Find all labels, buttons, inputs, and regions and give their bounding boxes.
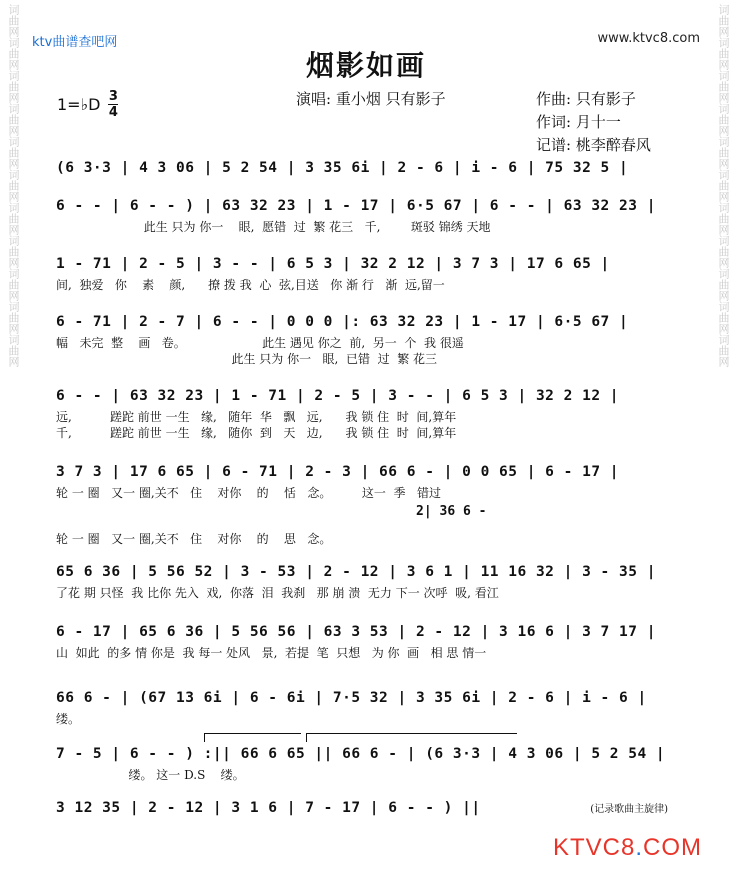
site-logo	[553, 834, 702, 862]
notation-line: 65 6 36 | 5 56 52 | 3 - 53 | 2 - 12 | 3 6 1 | 11 16 32 | 3 - 35 |	[56, 564, 656, 580]
site-url-right[interactable]: www.ktvc8.com	[597, 31, 700, 46]
notation-line: 66 6 - | (67 13 6i | 6 - 6i | 7·5 32 | 3 35 6i | 2 - 6 | i - 6 |	[56, 690, 647, 706]
notation-line: 6 - - | 63 32 23 | 1 - 71 | 2 - 5 | 3 - - | 6 5 3 | 32 2 12 |	[56, 388, 620, 404]
logo-dot: .	[635, 834, 643, 861]
lyricist-credit: 作词: 月十一	[536, 113, 621, 131]
score-row-10	[56, 744, 676, 783]
notation-line: 7 - 5 | 6 - - ) :|| 66 6 65 || 66 6 - | (6 3·3 | 4 3 06 | 5 2 54 |	[56, 746, 666, 762]
score-row-3	[56, 254, 676, 293]
score-row-4	[56, 312, 676, 367]
lyric-line: 山 如此 的多 情 你是 我 每一 处风 景, 若提 笔 只想 为 你 画 相 思 情一	[56, 646, 487, 660]
lyric-line: 轮 一 圈 又一 圈,关不 住 对你 的 恬 念。 这一 季 错过	[56, 486, 441, 500]
transcriber-credit: 记谱: 桃李醉春风	[536, 136, 651, 154]
lyric-line: 间, 独爱 你 素 颜, 撩 拨 我 心 弦,目送 你 渐 行 渐 远,留一	[56, 278, 445, 292]
score-row-6	[56, 462, 676, 520]
notation-line: 3 7 3 | 17 6 65 | 6 - 71 | 2 - 3 | 66 6 - | 0 0 65 | 6 - 17 |	[56, 464, 620, 480]
volta-bracket-2	[204, 733, 301, 742]
notation-line: 6 - 17 | 65 6 36 | 5 56 56 | 63 3 53 | 2 - 12 | 3 16 6 | 3 7 17 |	[56, 624, 656, 640]
score-row-7	[56, 562, 676, 601]
footer-note: (记录歌曲主旋律)	[590, 804, 668, 815]
volta-alt-notes: 2| 36 6 -	[56, 504, 487, 519]
key-label: 1=♭D	[57, 95, 101, 114]
score-row-9	[56, 688, 676, 727]
time-signature	[108, 90, 118, 119]
notation-line: 6 - 71 | 2 - 7 | 6 - - | 0 0 0 |: 63 32 23 | 1 - 17 | 6·5 67 |	[56, 314, 629, 330]
logo-part-a: KTVC8	[552, 834, 636, 861]
lyric-line: 了花 期 只怪 我 比你 先入 戏, 你落 泪 我刹 那 崩 溃 无力 下一 次呼 吸, 看江	[56, 586, 499, 600]
composer-credit: 作曲: 只有影子	[536, 90, 636, 108]
score-row-6b	[56, 528, 676, 547]
lyric-line: 远, 蹉跎 前世 一生 缘, 随年 华 飘 远, 我 锁 住 时 间,算年	[56, 410, 457, 424]
notation-line: 6 - - | 6 - - ) | 63 32 23 | 1 - 17 | 6·5 67 | 6 - - | 63 32 23 |	[56, 198, 656, 214]
song-title: 烟影如画	[305, 49, 426, 82]
lyric-line: 千, 蹉跎 前世 一生 缘, 随你 到 天 边, 我 锁 住 时 间,算年	[56, 426, 457, 440]
score-row-1	[56, 158, 676, 178]
score-row-8	[56, 622, 676, 661]
score-row-2	[56, 196, 676, 235]
lyric-line: 缕。	[56, 712, 81, 726]
time-top: 3	[108, 89, 118, 104]
logo-part-b: COM	[643, 834, 702, 861]
lyric-line: 此生 只为 你一 眼, 愿错 过 繁 花三 千, 斑驳 锦绣 天地	[56, 220, 491, 234]
notation-line: 1 - 71 | 2 - 5 | 3 - - | 6 5 3 | 32 2 12 | 3 7 3 | 17 6 65 |	[56, 256, 610, 272]
volta-bracket-3	[306, 733, 517, 742]
notation-line: (6 3·3 | 4 3 06 | 5 2 54 | 3 35 6i | 2 - 6 | i - 6 | 75 32 5 |	[56, 160, 629, 176]
score-row-5	[56, 386, 676, 441]
lyric-line: 轮 一 圈 又一 圈,关不 住 对你 的 思 念。	[56, 532, 332, 546]
watermark-right: 词曲网词曲网词曲网词曲网词曲网词曲网词曲网词曲网词曲网词曲网词曲网	[717, 4, 730, 367]
notation-line: 3 12 35 | 2 - 12 | 3 1 6 | 7 - 17 | 6 - - ) ||	[56, 800, 481, 816]
lyric-line: 缕。 这一 D.S 缕。	[56, 768, 245, 782]
singer-credit: 演唱: 重小烟 只有影子	[296, 90, 446, 108]
site-name-left[interactable]: ktv曲谱查吧网	[32, 35, 118, 50]
lyric-line: 此生 只为 你一 眼, 已错 过 繁 花三	[56, 352, 438, 366]
watermark-left: 词曲网词曲网词曲网词曲网词曲网词曲网词曲网词曲网词曲网词曲网词曲网	[7, 4, 20, 367]
score-row-11	[56, 798, 676, 818]
time-bottom: 4	[108, 105, 118, 120]
key-signature	[57, 90, 118, 119]
lyric-line: 幅 未完 整 画 卷。 此生 遇见 你之 前, 另一 个 我 很遥	[56, 336, 464, 350]
